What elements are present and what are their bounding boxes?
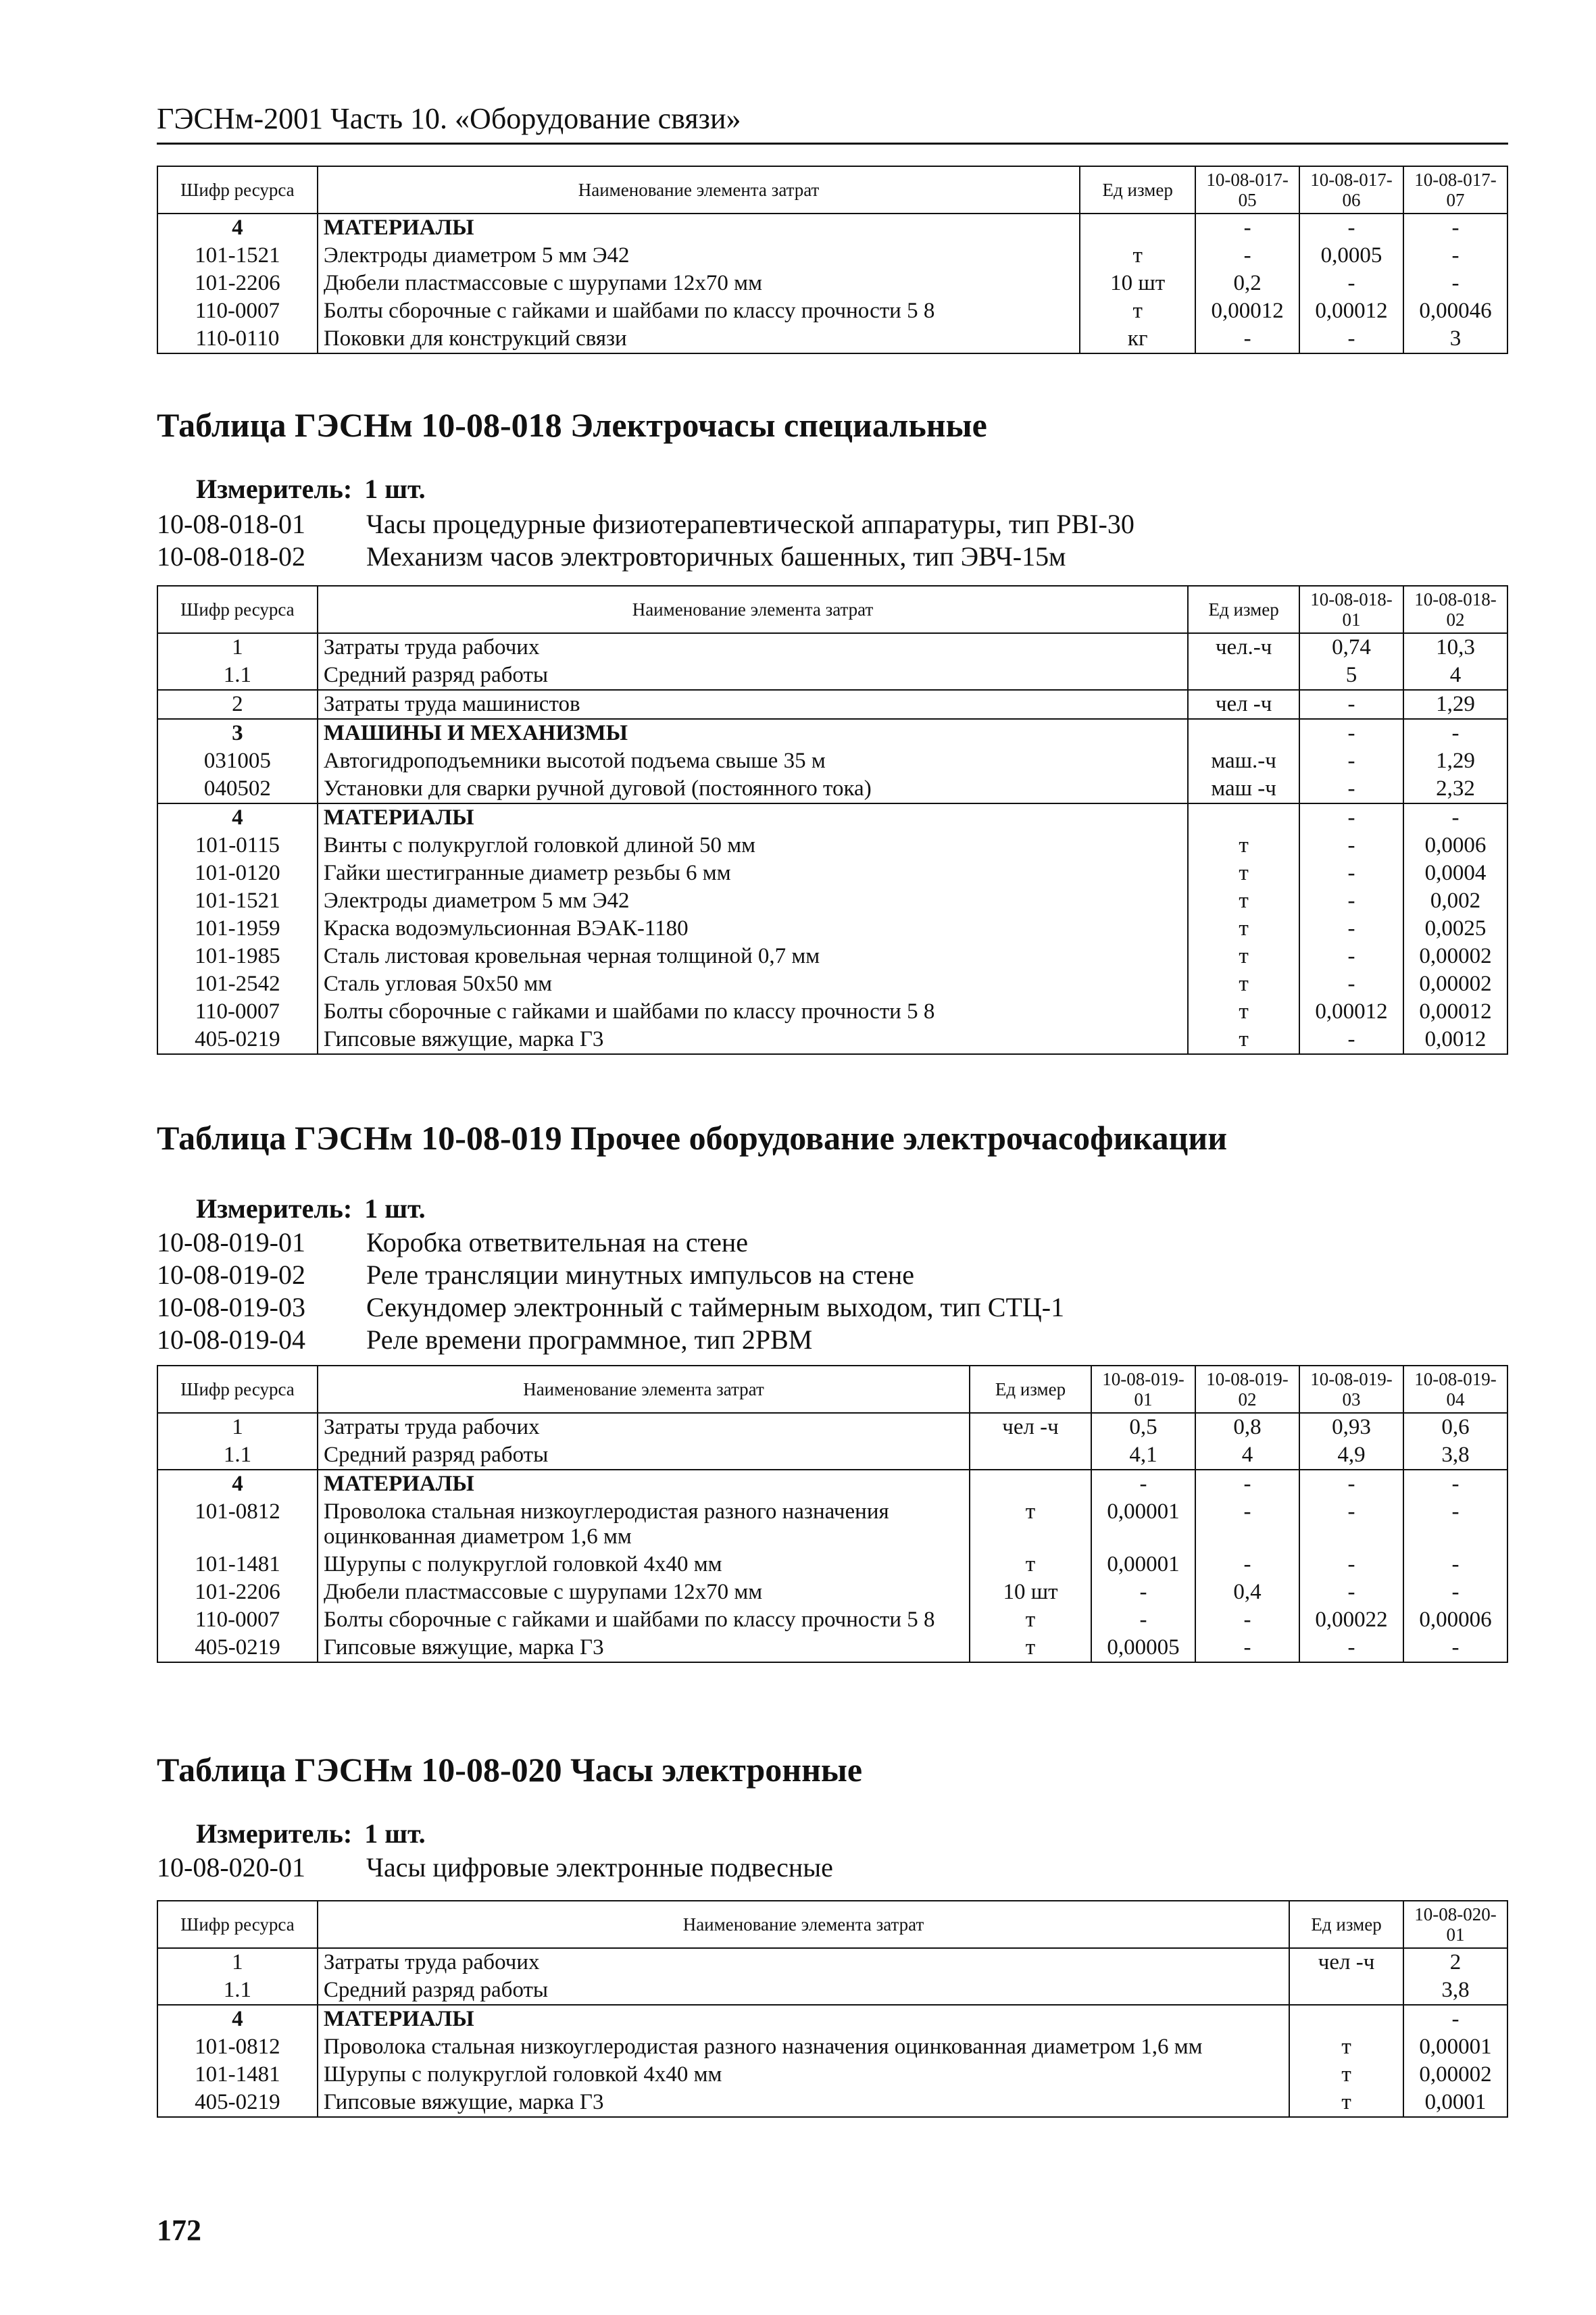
cell-unit: т — [1289, 2089, 1403, 2117]
meter-018 — [196, 473, 426, 505]
cell-value: 0,74 — [1299, 633, 1403, 662]
cell-value: 0,4 — [1195, 1578, 1299, 1606]
cell-value: - — [1299, 803, 1403, 832]
cell-name: Гипсовые вяжущие, марка Г3 — [318, 2089, 1289, 2117]
cell-value: - — [1299, 915, 1403, 943]
cell-unit: 10 шт — [1080, 270, 1195, 297]
table-row — [157, 297, 1507, 325]
cell-value: - — [1299, 1026, 1403, 1054]
cell-unit: чел -ч — [1188, 690, 1299, 719]
cell-value: 0,002 — [1403, 887, 1507, 915]
table-row — [157, 719, 1507, 747]
cell-value: 3 — [1403, 325, 1507, 353]
table-019 — [157, 1365, 1508, 1663]
cell-value: 0,0001 — [1403, 2089, 1507, 2117]
cell-unit: т — [1188, 998, 1299, 1026]
cell-value: 0,00012 — [1299, 297, 1403, 325]
cell-name: Дюбели пластмассовые с шурупами 12х70 мм — [318, 1578, 970, 1606]
cell-name: Гайки шестигранные диаметр резьбы 6 мм — [318, 860, 1188, 887]
col-header-norm: 10-08-017-05 — [1195, 166, 1299, 214]
cell-unit: т — [970, 1634, 1091, 1662]
cell-unit — [1188, 719, 1299, 747]
cell-value: - — [1195, 1551, 1299, 1578]
table-row — [157, 1578, 1507, 1606]
cell-value: 0,2 — [1195, 270, 1299, 297]
cell-name: Гипсовые вяжущие, марка Г3 — [318, 1026, 1188, 1054]
norm-code: 10-08-020-01 — [157, 1852, 305, 1883]
cell-name: Автогидроподъемники высотой подъема свыше 35 м — [318, 747, 1188, 775]
cell-name: Дюбели пластмассовые с шурупами 12х70 мм — [318, 270, 1080, 297]
cell-name: МАШИНЫ И МЕХАНИЗМЫ — [318, 719, 1188, 747]
cell-name: Проволока стальная низкоуглеродистая разного назначения оцинкованная диаметром 1,6 мм — [318, 1498, 970, 1551]
cell-value: - — [1299, 690, 1403, 719]
cell-name: МАТЕРИАЛЫ — [318, 1470, 970, 1498]
cell-name: Шурупы с полукруглой головкой 4х40 мм — [318, 2061, 1289, 2089]
cell-value: - — [1299, 1634, 1403, 1662]
cell-code: 1.1 — [157, 1976, 318, 2005]
col-header-norm: 10-08-019-03 — [1299, 1366, 1403, 1413]
cell-code: 101-1985 — [157, 943, 318, 970]
cell-code: 4 — [157, 803, 318, 832]
cell-unit: чел -ч — [970, 1413, 1091, 1441]
cell-name: Болты сборочные с гайками и шайбами по классу прочности 5 8 — [318, 998, 1188, 1026]
cell-value: 0,00001 — [1091, 1498, 1195, 1551]
cell-value: 0,0012 — [1403, 1026, 1507, 1054]
cell-code: 101-0812 — [157, 1498, 318, 1551]
cell-name: Гипсовые вяжущие, марка Г3 — [318, 1634, 970, 1662]
cell-unit: маш.-ч — [1188, 747, 1299, 775]
col-header-unit: Ед измер — [970, 1366, 1091, 1413]
cell-value: 4 — [1195, 1441, 1299, 1470]
cell-name: МАТЕРИАЛЫ — [318, 2005, 1289, 2033]
cell-name: Затраты труда рабочих — [318, 1413, 970, 1441]
cell-unit: т — [1188, 832, 1299, 860]
col-header-norm: 10-08-019-02 — [1195, 1366, 1299, 1413]
cell-unit — [1188, 662, 1299, 690]
cell-name: Сталь угловая 50х50 мм — [318, 970, 1188, 998]
cell-value: - — [1195, 325, 1299, 353]
col-header-norm: 10-08-017-06 — [1299, 166, 1403, 214]
cell-value: 0,0005 — [1299, 242, 1403, 270]
meter-value: 1 шт. — [364, 1193, 426, 1224]
cell-unit: т — [970, 1551, 1091, 1578]
norm-text: Реле времени программное, тип 2РВМ — [366, 1324, 813, 1355]
norm-code: 10-08-019-03 — [157, 1292, 305, 1322]
cell-value: 10,3 — [1403, 633, 1507, 662]
cell-name: Средний разряд работы — [318, 662, 1188, 690]
cell-value: 0,8 — [1195, 1413, 1299, 1441]
cell-name: Затраты труда рабочих — [318, 633, 1188, 662]
cell-code: 101-1481 — [157, 2061, 318, 2089]
table-017 — [157, 166, 1508, 354]
norms-018 — [157, 508, 1134, 573]
col-header-code: Шифр ресурса — [157, 166, 318, 214]
cell-code: 405-0219 — [157, 1634, 318, 1662]
table-row — [157, 747, 1507, 775]
table-019-title: Таблица ГЭСНм 10-08-019 Прочее оборудование электрочасофикации — [157, 1119, 1228, 1157]
cell-value: - — [1091, 1578, 1195, 1606]
cell-unit: т — [970, 1498, 1091, 1551]
cell-name: Установки для сварки ручной дуговой (постоянного тока) — [318, 775, 1188, 803]
cell-unit: т — [1080, 242, 1195, 270]
cell-unit: т — [1289, 2033, 1403, 2061]
cell-value: - — [1299, 747, 1403, 775]
cell-code: 405-0219 — [157, 2089, 318, 2117]
table-row — [157, 2005, 1507, 2033]
cell-name: Затраты труда машинистов — [318, 690, 1188, 719]
cell-name: Электроды диаметром 5 мм Э42 — [318, 242, 1080, 270]
cell-name: Шурупы с полукруглой головкой 4х40 мм — [318, 1551, 970, 1578]
cell-value: 0,00002 — [1403, 943, 1507, 970]
cell-value: 0,00001 — [1091, 1551, 1195, 1578]
col-header-code: Шифр ресурса — [157, 1901, 318, 1948]
cell-value: 3,8 — [1403, 1441, 1507, 1470]
norm-code: 10-08-018-02 — [157, 541, 305, 572]
cell-value: - — [1299, 719, 1403, 747]
col-header-code: Шифр ресурса — [157, 586, 318, 633]
col-header-norm: 10-08-020-01 — [1403, 1901, 1507, 1948]
table-row — [157, 943, 1507, 970]
page-header: ГЭСНм-2001 Часть 10. «Оборудование связи» — [157, 101, 1508, 145]
cell-name: Винты с полукруглой головкой длиной 50 мм — [318, 832, 1188, 860]
cell-name: МАТЕРИАЛЫ — [318, 803, 1188, 832]
cell-value: 0,00002 — [1403, 2061, 1507, 2089]
cell-code: 101-0120 — [157, 860, 318, 887]
cell-value: 0,00046 — [1403, 297, 1507, 325]
cell-unit: т — [1188, 915, 1299, 943]
norm-code: 10-08-019-01 — [157, 1227, 305, 1258]
table-row — [157, 832, 1507, 860]
cell-name: Затраты труда рабочих — [318, 1948, 1289, 1976]
cell-code: 4 — [157, 2005, 318, 2033]
cell-value: 2,32 — [1403, 775, 1507, 803]
table-row — [157, 2061, 1507, 2089]
norm-row — [157, 541, 1134, 573]
page-number: 172 — [157, 2214, 201, 2247]
norms-020 — [157, 1851, 833, 1884]
cell-value: - — [1299, 1470, 1403, 1498]
cell-value: - — [1299, 832, 1403, 860]
cell-value: 0,00012 — [1403, 998, 1507, 1026]
cell-unit: т — [1188, 943, 1299, 970]
col-header-norm: 10-08-018-02 — [1403, 586, 1507, 633]
cell-name: Болты сборочные с гайками и шайбами по классу прочности 5 8 — [318, 297, 1080, 325]
cell-value: 1,29 — [1403, 690, 1507, 719]
table-row — [157, 1498, 1507, 1551]
cell-value: 0,0025 — [1403, 915, 1507, 943]
cell-value: - — [1403, 270, 1507, 297]
table-row — [157, 1026, 1507, 1054]
cell-value: 0,00012 — [1195, 297, 1299, 325]
cell-code: 1 — [157, 1413, 318, 1441]
cell-code: 3 — [157, 719, 318, 747]
cell-name: Болты сборочные с гайками и шайбами по классу прочности 5 8 — [318, 1606, 970, 1634]
cell-code: 2 — [157, 690, 318, 719]
cell-value: - — [1299, 775, 1403, 803]
cell-unit: т — [1188, 1026, 1299, 1054]
col-header-norm: 10-08-019-04 — [1403, 1366, 1507, 1413]
cell-name: Проволока стальная низкоуглеродистая разного назначения оцинкованная диаметром 1,6 мм — [318, 2033, 1289, 2061]
cell-value: 0,00001 — [1403, 2033, 1507, 2061]
cell-name: Средний разряд работы — [318, 1976, 1289, 2005]
norm-row — [157, 1259, 1064, 1291]
table-row — [157, 1948, 1507, 1976]
meter-label: Измеритель: — [196, 474, 353, 504]
cell-unit — [1289, 2005, 1403, 2033]
cell-unit: т — [1289, 2061, 1403, 2089]
table-row — [157, 1634, 1507, 1662]
cell-value: - — [1299, 270, 1403, 297]
cell-value: 4 — [1403, 662, 1507, 690]
cell-name: МАТЕРИАЛЫ — [318, 214, 1080, 242]
table-row — [157, 633, 1507, 662]
table-row — [157, 662, 1507, 690]
table-row — [157, 915, 1507, 943]
table-row — [157, 860, 1507, 887]
cell-value: - — [1195, 1634, 1299, 1662]
meter-019 — [196, 1193, 426, 1224]
table-row — [157, 1606, 1507, 1634]
cell-value: - — [1299, 1578, 1403, 1606]
table-row — [157, 1976, 1507, 2005]
cell-value: - — [1195, 214, 1299, 242]
cell-value: - — [1195, 1470, 1299, 1498]
cell-code: 101-1481 — [157, 1551, 318, 1578]
cell-code: 4 — [157, 1470, 318, 1498]
col-header-norm: 10-08-017-07 — [1403, 166, 1507, 214]
table-row — [157, 690, 1507, 719]
cell-name: Сталь листовая кровельная черная толщиной 0,7 мм — [318, 943, 1188, 970]
cell-value: 0,93 — [1299, 1413, 1403, 1441]
cell-value: - — [1195, 1606, 1299, 1634]
norm-text: Секундомер электронный с таймерным выходом, тип СТЦ-1 — [366, 1292, 1065, 1322]
cell-code: 101-1521 — [157, 887, 318, 915]
norm-text: Механизм часов электровторичных башенных, тип ЭВЧ-15м — [366, 541, 1066, 572]
table-row — [157, 214, 1507, 242]
col-header-name: Наименование элемента затрат — [318, 166, 1080, 214]
table-row — [157, 998, 1507, 1026]
cell-value: 0,0004 — [1403, 860, 1507, 887]
cell-code: 110-0007 — [157, 1606, 318, 1634]
cell-value: 1,29 — [1403, 747, 1507, 775]
cell-unit: маш -ч — [1188, 775, 1299, 803]
cell-code: 1.1 — [157, 1441, 318, 1470]
col-header-name: Наименование элемента затрат — [318, 586, 1188, 633]
cell-value: - — [1403, 1634, 1507, 1662]
meter-value: 1 шт. — [364, 1818, 426, 1849]
cell-value: - — [1403, 803, 1507, 832]
cell-code: 031005 — [157, 747, 318, 775]
cell-value: - — [1403, 2005, 1507, 2033]
cell-code: 101-1521 — [157, 242, 318, 270]
cell-value: 0,00022 — [1299, 1606, 1403, 1634]
cell-unit: кг — [1080, 325, 1195, 353]
col-header-unit: Ед измер — [1080, 166, 1195, 214]
cell-unit: чел.-ч — [1188, 633, 1299, 662]
col-header-code: Шифр ресурса — [157, 1366, 318, 1413]
norm-text: Реле трансляции минутных импульсов на стене — [366, 1260, 915, 1290]
cell-unit: т — [1188, 860, 1299, 887]
cell-value: 0,00012 — [1299, 998, 1403, 1026]
cell-code: 110-0007 — [157, 297, 318, 325]
norm-code: 10-08-019-04 — [157, 1324, 305, 1355]
norm-row — [157, 1851, 833, 1884]
norm-code: 10-08-019-02 — [157, 1260, 305, 1290]
cell-code: 1.1 — [157, 662, 318, 690]
cell-value: - — [1299, 860, 1403, 887]
cell-code: 101-2206 — [157, 270, 318, 297]
table-018 — [157, 585, 1508, 1055]
cell-value: - — [1299, 943, 1403, 970]
cell-code: 4 — [157, 214, 318, 242]
norm-row — [157, 1226, 1064, 1259]
cell-unit: 10 шт — [970, 1578, 1091, 1606]
table-row — [157, 2089, 1507, 2117]
cell-value: 0,00005 — [1091, 1634, 1195, 1662]
norm-row — [157, 1291, 1064, 1324]
table-row — [157, 1441, 1507, 1470]
cell-unit: т — [1188, 887, 1299, 915]
table-row — [157, 803, 1507, 832]
cell-value: - — [1299, 325, 1403, 353]
cell-unit: т — [1188, 970, 1299, 998]
col-header-name: Наименование элемента затрат — [318, 1366, 970, 1413]
table-row — [157, 242, 1507, 270]
cell-code: 101-0812 — [157, 2033, 318, 2061]
cell-code: 040502 — [157, 775, 318, 803]
cell-value: - — [1403, 1470, 1507, 1498]
meter-value: 1 шт. — [364, 474, 426, 504]
cell-value: 4,9 — [1299, 1441, 1403, 1470]
table-row — [157, 2033, 1507, 2061]
cell-unit — [1188, 803, 1299, 832]
table-020-title: Таблица ГЭСНм 10-08-020 Часы электронные — [157, 1751, 863, 1789]
cell-value: - — [1299, 887, 1403, 915]
col-header-norm: 10-08-018-01 — [1299, 586, 1403, 633]
norm-text: Часы процедурные физиотерапевтической аппаратуры, тип РВI-30 — [366, 509, 1134, 539]
cell-value: - — [1091, 1470, 1195, 1498]
table-018-title: Таблица ГЭСНм 10-08-018 Электрочасы специальные — [157, 406, 987, 444]
col-header-unit: Ед измер — [1289, 1901, 1403, 1948]
norm-text: Коробка ответвительная на стене — [366, 1227, 749, 1258]
cell-value: 2 — [1403, 1948, 1507, 1976]
cell-value: - — [1403, 1551, 1507, 1578]
cell-code: 110-0007 — [157, 998, 318, 1026]
cell-code: 101-2542 — [157, 970, 318, 998]
cell-value: 0,5 — [1091, 1413, 1195, 1441]
cell-code: 405-0219 — [157, 1026, 318, 1054]
cell-value: - — [1299, 1551, 1403, 1578]
cell-value: - — [1091, 1606, 1195, 1634]
cell-value: - — [1195, 242, 1299, 270]
meter-label: Измеритель: — [196, 1193, 353, 1224]
meter-label: Измеритель: — [196, 1818, 353, 1849]
table-row — [157, 325, 1507, 353]
norms-019 — [157, 1226, 1064, 1356]
cell-code: 110-0110 — [157, 325, 318, 353]
col-header-name: Наименование элемента затрат — [318, 1901, 1289, 1948]
cell-name: Краска водоэмульсионная ВЭАК-1180 — [318, 915, 1188, 943]
table-row — [157, 1470, 1507, 1498]
table-row — [157, 887, 1507, 915]
cell-unit — [1080, 214, 1195, 242]
cell-value: 0,0006 — [1403, 832, 1507, 860]
cell-value: - — [1299, 214, 1403, 242]
cell-value: 0,6 — [1403, 1413, 1507, 1441]
cell-value: - — [1403, 1498, 1507, 1551]
cell-value: 3,8 — [1403, 1976, 1507, 2005]
cell-code: 1 — [157, 633, 318, 662]
norm-row — [157, 508, 1134, 541]
cell-value: 4,1 — [1091, 1441, 1195, 1470]
cell-code: 101-1959 — [157, 915, 318, 943]
cell-name: Средний разряд работы — [318, 1441, 970, 1470]
table-row — [157, 775, 1507, 803]
table-020 — [157, 1900, 1508, 2118]
cell-name: Электроды диаметром 5 мм Э42 — [318, 887, 1188, 915]
cell-unit: т — [1080, 297, 1195, 325]
cell-code: 101-0115 — [157, 832, 318, 860]
cell-code: 101-2206 — [157, 1578, 318, 1606]
cell-value: - — [1299, 970, 1403, 998]
cell-unit — [970, 1441, 1091, 1470]
cell-value: - — [1403, 1578, 1507, 1606]
cell-name: Поковки для конструкций связи — [318, 325, 1080, 353]
cell-unit: т — [970, 1606, 1091, 1634]
cell-value: - — [1403, 214, 1507, 242]
cell-value: - — [1299, 1498, 1403, 1551]
col-header-unit: Ед измер — [1188, 586, 1299, 633]
cell-value: 0,00006 — [1403, 1606, 1507, 1634]
norm-row — [157, 1324, 1064, 1356]
meter-020 — [196, 1818, 426, 1849]
cell-unit: чел -ч — [1289, 1948, 1403, 1976]
cell-value: 5 — [1299, 662, 1403, 690]
norm-text: Часы цифровые электронные подвесные — [366, 1852, 833, 1883]
cell-value: - — [1195, 1498, 1299, 1551]
table-row — [157, 970, 1507, 998]
col-header-norm: 10-08-019-01 — [1091, 1366, 1195, 1413]
norm-code: 10-08-018-01 — [157, 509, 305, 539]
table-row — [157, 1551, 1507, 1578]
table-row — [157, 270, 1507, 297]
cell-code: 1 — [157, 1948, 318, 1976]
table-row — [157, 1413, 1507, 1441]
cell-unit — [1289, 1976, 1403, 2005]
cell-value: - — [1403, 242, 1507, 270]
cell-value: - — [1403, 719, 1507, 747]
cell-unit — [970, 1470, 1091, 1498]
cell-value: 0,00002 — [1403, 970, 1507, 998]
